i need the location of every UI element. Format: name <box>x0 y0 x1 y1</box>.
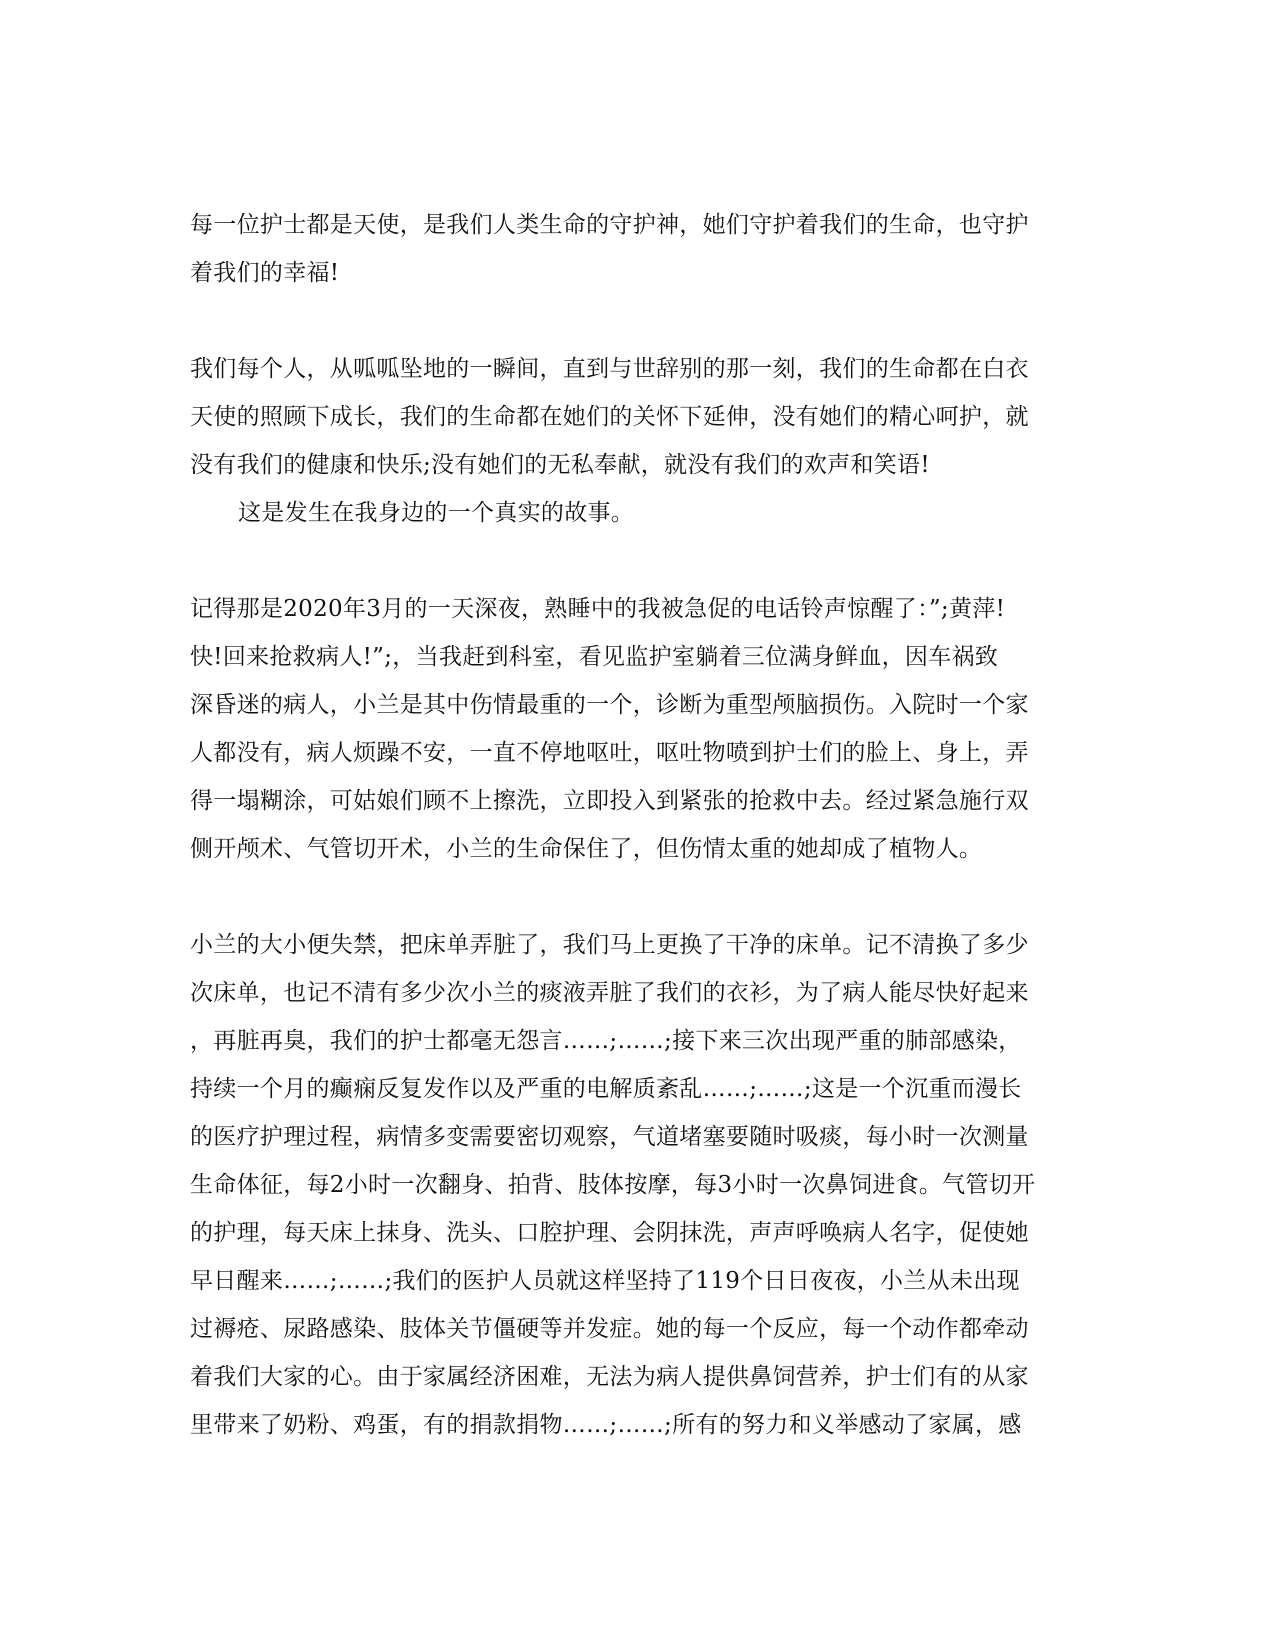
text-line: 早日醒来……;……;我们的医护人员就这样坚持了119个日日夜夜，小兰从未出现 <box>190 1268 1020 1294</box>
paragraph-story-intro <box>190 489 1085 537</box>
text-line: 的医疗护理过程，病情多变需要密切观察，气道堵塞要随时吸痰，每小时一次测量 <box>190 1124 1029 1150</box>
text-line: 每一位护士都是天使，是我们人类生命的守护神，她们守护着我们的生命，也守护 <box>190 212 1029 238</box>
text-line: 深昏迷的病人，小兰是其中伤情最重的一个，诊断为重型颅脑损伤。入院时一个家 <box>190 692 1029 718</box>
text-line: 记得那是2020年3月的一天深夜，熟睡中的我被急促的电话铃声惊醒了：”;黄萍! <box>190 596 1006 622</box>
paragraph-spacer <box>190 297 1085 345</box>
text-line: 没有我们的健康和快乐;没有她们的无私奉献，就没有我们的欢声和笑语! <box>190 452 930 478</box>
text-line: 过褥疮、尿路感染、肢体关节僵硬等并发症。她的每一个反应，每一个动作都牵动 <box>190 1316 1029 1342</box>
text-line: 着我们的幸福! <box>190 260 340 286</box>
text-line: 侧开颅术、气管切开术，小兰的生命保住了，但伤情太重的她却成了植物人。 <box>190 836 983 862</box>
text-line: 天使的照顾下成长，我们的生命都在她们的关怀下延伸，没有她们的精心呵护，就 <box>190 404 1029 430</box>
paragraph-emergency <box>190 585 1085 873</box>
paragraph-spacer <box>190 537 1085 585</box>
text-line: 的护理，每天床上抹身、洗头、口腔护理、会阴抹洗，声声呼唤病人名字，促使她 <box>190 1220 1029 1246</box>
text-line: 小兰的大小便失禁，把床单弄脏了，我们马上更换了干净的床单。记不清换了多少 <box>190 932 1029 958</box>
text-line: 生命体征，每2小时一次翻身、拍背、肢体按摩，每3小时一次鼻饲进食。气管切开 <box>190 1172 1036 1198</box>
text-line: 里带来了奶粉、鸡蛋，有的捐款捐物……;……;所有的努力和义举感动了家属，感 <box>190 1412 1022 1438</box>
text-line: 快!回来抢救病人!”;，当我赶到科室，看见监护室躺着三位满身鲜血，因车祸致 <box>190 644 999 670</box>
text-line: 这是发生在我身边的一个真实的故事。 <box>238 500 635 526</box>
text-line: 着我们大家的心。由于家属经济困难，无法为病人提供鼻饲营养，护士们有的从家 <box>190 1364 1029 1390</box>
paragraph-life <box>190 345 1085 489</box>
text-line: 得一塌糊涂，可姑娘们顾不上擦洗，立即投入到紧张的抢救中去。经过紧急施行双 <box>190 788 1029 814</box>
text-line: 人都没有，病人烦躁不安，一直不停地呕吐，呕吐物喷到护士们的脸上、身上，弄 <box>190 740 1029 766</box>
paragraph-spacer <box>190 873 1085 921</box>
document-body <box>190 201 1085 1449</box>
text-line: 持续一个月的癫痫反复发作以及严重的电解质紊乱……;……;这是一个沉重而漫长 <box>190 1076 1022 1102</box>
paragraph-care <box>190 921 1085 1449</box>
text-line: 我们每个人，从呱呱坠地的一瞬间，直到与世辞别的那一刻，我们的生命都在白衣 <box>190 356 1029 382</box>
text-line: 次床单，也记不清有多少次小兰的痰液弄脏了我们的衣衫，为了病人能尽快好起来 <box>190 980 1029 1006</box>
text-line: ，再脏再臭，我们的护士都毫无怨言……;……;接下来三次出现严重的肺部感染， <box>190 1028 1022 1054</box>
paragraph-angels <box>190 201 1085 297</box>
